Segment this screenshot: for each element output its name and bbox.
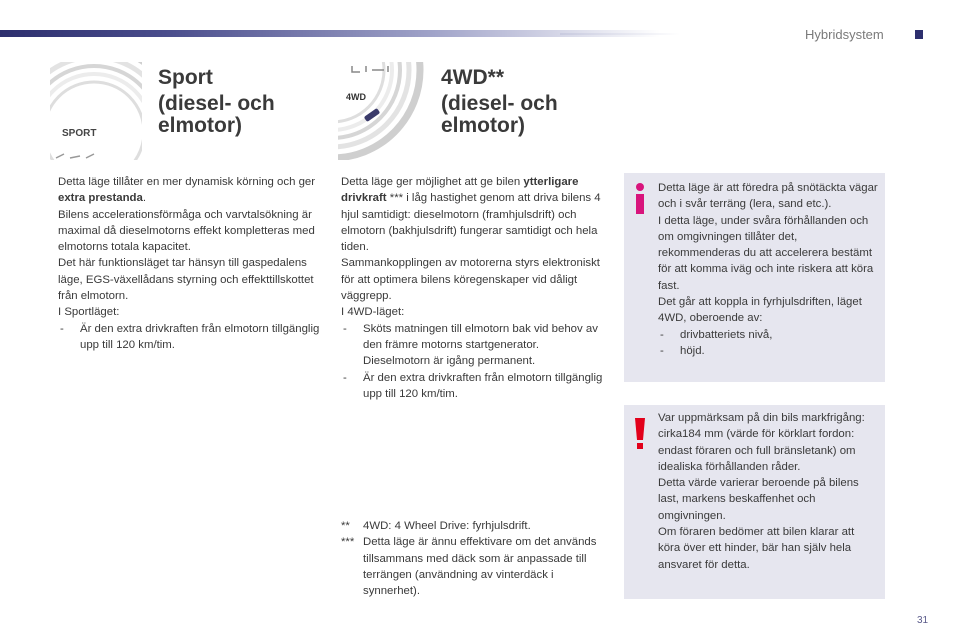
- page-number: 31: [917, 615, 929, 626]
- sport-emphasis: extra prestanda: [58, 192, 143, 205]
- info-paragraph-3: Det går att koppla in fyrhjulsdriften, läget 4WD, oberoende av:: [658, 296, 862, 325]
- fourwd-paragraph-1: Detta läge ger möjlighet att ge bilen ytterligare drivkraft *** i låg hastighet genom att driva bilens 4 hjul samtidigt: dieselmotorn (framhjulsdrift) och elmotorn (bakhjulsdrift) fungerar samtidigt och hela tiden.: [341, 176, 601, 254]
- info-icon: [632, 182, 650, 218]
- sport-bullet-1: - Är den extra drivkraften från elmotorn tillgänglig upp till 120 km/tim.: [58, 321, 320, 354]
- fourwd-dial-label: 4WD: [346, 92, 366, 102]
- info-bullet-1: - drivbatteriets nivå,: [658, 327, 878, 343]
- fourwd-emphasis: ytterligare drivkraft: [341, 176, 579, 205]
- footnote-1: ** 4WD: 4 Wheel Drive: fyrhjulsdrift.: [341, 520, 531, 532]
- fourwd-bullet-2: - Är den extra drivkraften från elmotorn tillgänglig upp till 120 km/tim.: [341, 370, 603, 403]
- fourwd-body: [341, 174, 603, 402]
- sport-paragraph-1: Detta läge tillåter en mer dynamisk körning och ger extra prestanda.: [58, 176, 316, 205]
- sport-subtitle-line2: elmotor): [158, 114, 242, 137]
- info-bullet-2: - höjd.: [658, 343, 878, 359]
- sport-paragraph-2: Bilens accelerationsförmåga och varvtalsökning är maximal då dieselmotorns effekt kompletteras med elmotorns totala kapacitet.: [58, 208, 315, 254]
- sport-subtitle-line1: (diesel- och: [158, 92, 275, 115]
- warning-paragraph-2: Detta värde varierar beroende på bilens last, markens beskaffenhet och omgivningen.: [658, 477, 859, 522]
- sport-heading: [158, 67, 275, 137]
- fourwd-title: 4WD**: [441, 66, 505, 89]
- fourwd-footnotes: [341, 518, 603, 599]
- fourwd-subtitle-line1: (diesel- och: [441, 92, 558, 115]
- warning-paragraph-1: Var uppmärksam på din bils markfrigång: cirka184 mm (värde för körklart fordon: endast föraren och full bränsletank) om idealiska förhållanden råder.: [658, 412, 865, 473]
- warning-paragraph-3: Om föraren bedömer att bilen klarar att köra över ett hinder, bär han själv hela ansvaret för detta.: [658, 526, 855, 571]
- header-bar-fade: [560, 33, 680, 35]
- info-paragraph-2: I detta läge, under svåra förhållanden och om omgivningen tillåter det, rekommenderas du att accelerera bestämt för att komma iväg och inte riskera att köra fast.: [658, 214, 874, 292]
- fourwd-bullet-1: - Sköts matningen till elmotorn bak vid behov av den främre motorns startgenerator. Dieselmotorn är igång permanent.: [341, 321, 603, 370]
- warning-box: [624, 405, 885, 599]
- warning-box-text: [658, 410, 878, 573]
- info-paragraph-1: Detta läge är att föredra på snötäckta vägar och i svår terräng (lera, sand etc.).: [658, 182, 878, 211]
- fourwd-paragraph-3: I 4WD-läget:: [341, 306, 405, 319]
- section-title: Hybridsystem: [805, 27, 884, 42]
- fourwd-heading: [441, 67, 558, 137]
- header-square-icon: [915, 30, 923, 39]
- sport-paragraph-3: Det här funktionsläget tar hänsyn till gaspedalens läge, EGS-växellådans styrning och effekttillskottet från elmotorn.: [58, 257, 314, 303]
- info-box: [624, 173, 885, 382]
- warning-icon: [632, 416, 650, 452]
- info-box-text: [658, 180, 878, 359]
- fourwd-dial-icon: [338, 62, 438, 162]
- sport-dial-label: SPORT: [62, 128, 97, 139]
- sport-title: Sport: [158, 66, 213, 89]
- sport-dial-icon: [50, 62, 150, 162]
- fourwd-paragraph-2: Sammankopplingen av motorerna styrs elektroniskt för att optimera bilens köregenskaper vid dåligt väggrepp.: [341, 257, 600, 303]
- sport-paragraph-4: I Sportläget:: [58, 306, 120, 319]
- footnote-2: *** Detta läge är ännu effektivare om det används tillsammans med däck som är anpassade till terrängen (användning av vinterdäck i synnerhet).: [341, 536, 597, 598]
- fourwd-subtitle-line2: elmotor): [441, 114, 525, 137]
- sport-body: [58, 174, 320, 353]
